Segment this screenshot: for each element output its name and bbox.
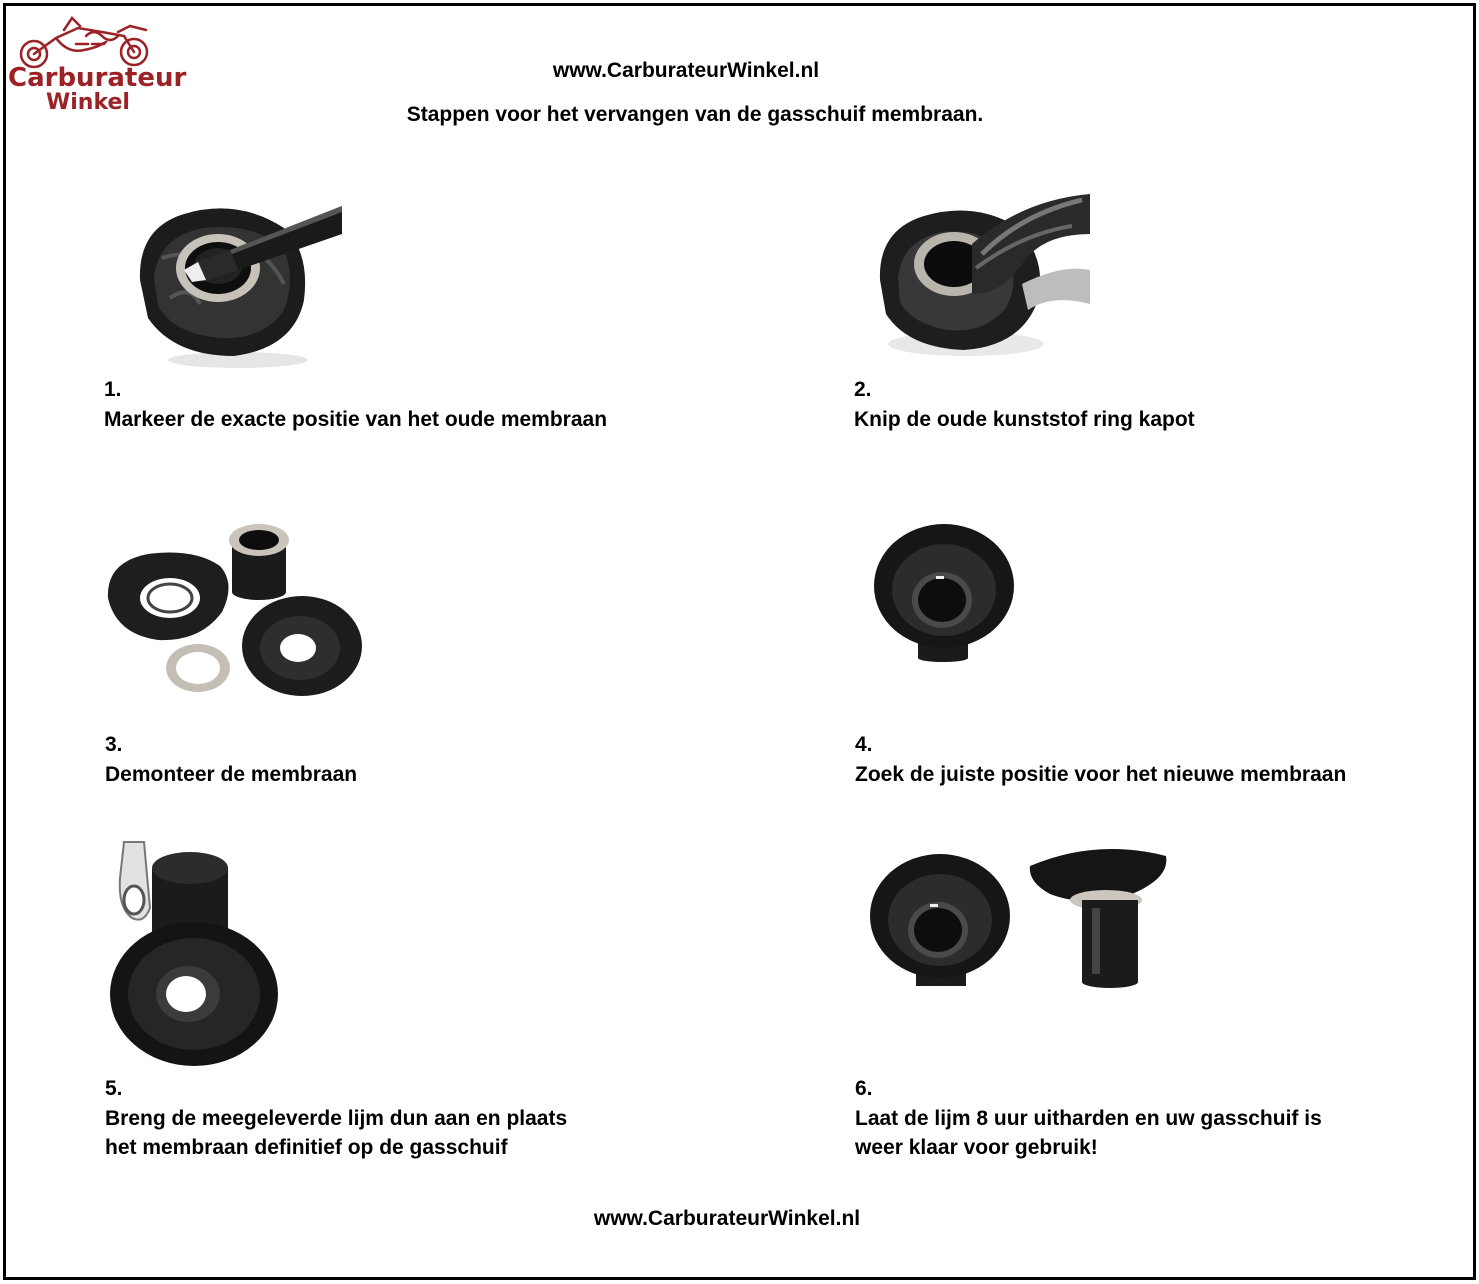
step-4-number: 4. bbox=[855, 733, 873, 756]
step-4-text: Zoek de juiste positie voor het nieuwe membraan bbox=[855, 763, 1347, 786]
glue-application-photo bbox=[104, 838, 282, 1070]
ring-cutting-photo bbox=[872, 194, 1090, 360]
step-5-number: 5. bbox=[105, 1077, 123, 1100]
step-6-number: 6. bbox=[855, 1077, 873, 1100]
step-5-text: Breng de meegeleverde lijm dun aan en plaats het membraan definitief op de gasschuif bbox=[105, 1107, 568, 1159]
step-2-text: Knip de oude kunststof ring kapot bbox=[854, 408, 1195, 431]
logo-line2: Winkel bbox=[46, 90, 130, 115]
step-1-number: 1. bbox=[104, 378, 122, 401]
page-title: Stappen voor het vervangen van de gasschuif membraan. bbox=[406, 103, 984, 126]
header-url: www.CarburateurWinkel.nl bbox=[552, 59, 820, 82]
step-1-text: Markeer de exacte positie van het oude membraan bbox=[104, 408, 608, 431]
disassembled-parts-photo bbox=[104, 518, 366, 700]
diaphragm-marking-photo bbox=[134, 188, 342, 372]
step-3-text: Demonteer de membraan bbox=[105, 763, 358, 786]
finished-slide-photo bbox=[870, 838, 1170, 990]
new-diaphragm-photo bbox=[872, 520, 1016, 662]
step-6-text: Laat de lijm 8 uur uitharden en uw gasschuif is weer klaar voor gebruik! bbox=[855, 1107, 1322, 1159]
step-2-number: 2. bbox=[854, 378, 872, 401]
step-3-number: 3. bbox=[105, 733, 123, 756]
logo-line1: Carburateur bbox=[8, 63, 187, 93]
footer-url: www.CarburateurWinkel.nl bbox=[593, 1207, 861, 1230]
